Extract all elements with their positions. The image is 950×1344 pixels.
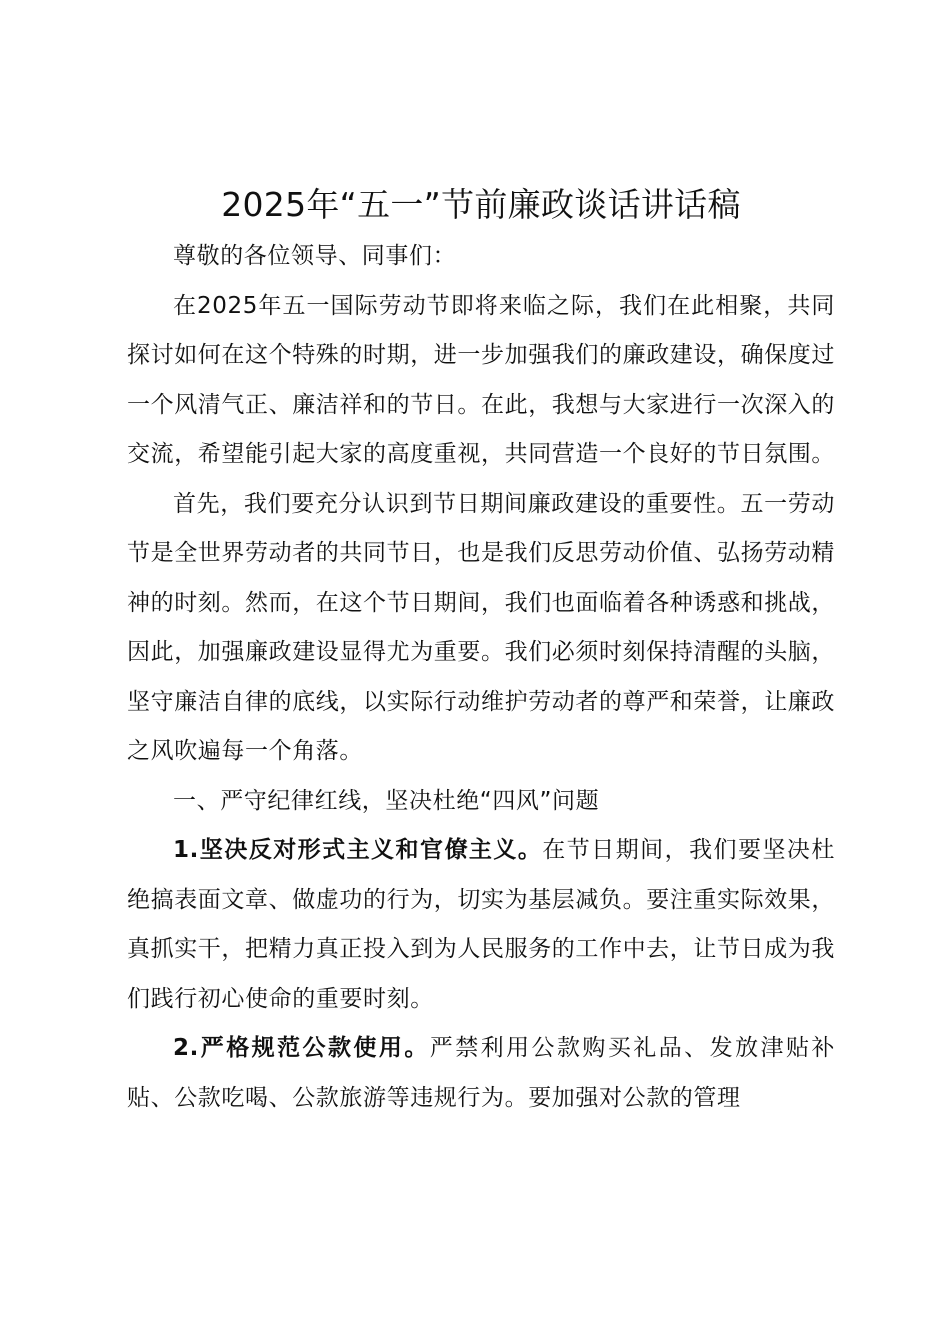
salutation: 尊敬的各位领导、同事们：: [173, 243, 457, 269]
document-body: [127, 232, 835, 1123]
paragraph-importance: 首先，我们要充分认识到节日期间廉政建设的重要性。五一劳动节是全世界劳动者的共同节日，也是我们反思劳动价值、弘扬劳动精神的时刻。然而，在这个节日期间，我们也面临着各种诱惑和挑战，因此，加强廉政建设显得尤为重要。我们必须时刻保持清醒的头脑，坚守廉洁自律的底线，以实际行动维护劳动者的尊严和荣誉，让廉政之风吹遍每一个角落。: [127, 490, 835, 764]
list-item-2-lead: 2.严格规范公款使用。: [173, 1035, 430, 1061]
list-item-2: [127, 1024, 835, 1123]
section-heading: 一、严守纪律红线，坚决杜绝“四风”问题: [173, 787, 600, 814]
document-title: 2025年“五一”节前廉政谈话讲话稿: [221, 185, 741, 224]
paragraph-intro: 在2025年五一国际劳动节即将来临之际，我们在此相聚，共同探讨如何在这个特殊的时期，进一步加强我们的廉政建设，确保度过一个风清气正、廉洁祥和的节日。在此，我想与大家进行一次深入的交流，希望能引起大家的高度重视，共同营造一个良好的节日氛围。: [127, 292, 835, 467]
list-item-1-text: 在节日期间，我们要坚决杜绝搞表面文章、做虚功的行为，切实为基层减负。要注重实际效果，真抓实干，把精力真正投入到为人民服务的工作中去，让节日成为我们践行初心使命的重要时刻。: [127, 837, 835, 1012]
list-item-2-text: 严禁利用公款购买礼品、发放津贴补贴、公款吃喝、公款旅游等违规行为。要加强对公款的管理: [127, 1035, 835, 1111]
list-item-1: [127, 826, 835, 1024]
list-item-1-lead: 1.坚决反对形式主义和官僚主义。: [173, 837, 543, 863]
